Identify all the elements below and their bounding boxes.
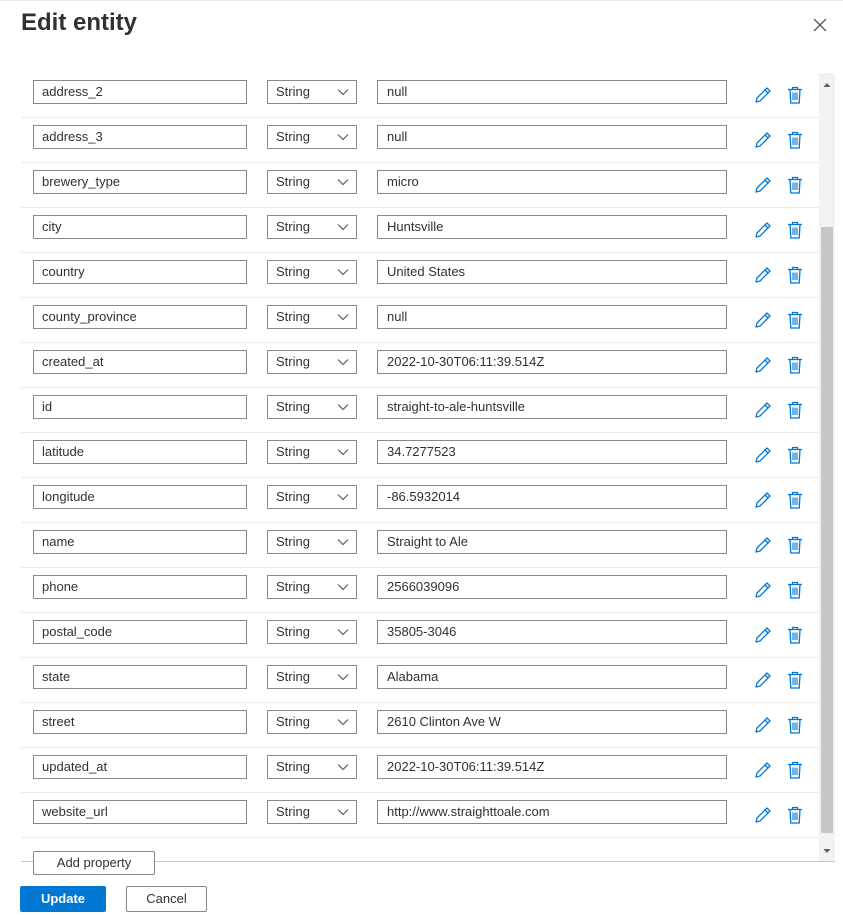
chevron-down-icon <box>337 448 349 456</box>
trash-icon <box>784 624 806 646</box>
property-type-dropdown[interactable] <box>267 710 357 734</box>
close-icon <box>806 11 834 39</box>
delete-property-button[interactable] <box>784 534 806 556</box>
pencil-icon <box>752 489 774 511</box>
close-button[interactable] <box>806 11 834 39</box>
trash-icon <box>784 84 806 106</box>
property-name-input[interactable]: state <box>33 665 247 689</box>
edit-property-button[interactable] <box>752 264 774 286</box>
edit-property-button[interactable] <box>752 129 774 151</box>
edit-property-button[interactable] <box>752 354 774 376</box>
property-type-dropdown[interactable] <box>267 125 357 149</box>
property-name-input[interactable]: updated_at <box>33 755 247 779</box>
property-type-label: String <box>276 534 310 549</box>
property-type-label: String <box>276 624 310 639</box>
delete-property-button[interactable] <box>784 84 806 106</box>
property-name-input[interactable]: city <box>33 215 247 239</box>
trash-icon <box>784 669 806 691</box>
property-type-label: String <box>276 669 310 684</box>
delete-property-button[interactable] <box>784 129 806 151</box>
property-name-input[interactable]: latitude <box>33 440 247 464</box>
delete-property-button[interactable] <box>784 579 806 601</box>
property-type-dropdown[interactable] <box>267 530 357 554</box>
scroll-down-arrow-icon[interactable] <box>819 843 835 859</box>
edit-property-button[interactable] <box>752 759 774 781</box>
property-type-label: String <box>276 129 310 144</box>
pencil-icon <box>752 714 774 736</box>
scroll-up-arrow-icon[interactable] <box>819 77 835 93</box>
property-value-input[interactable]: straight-to-ale-huntsville <box>377 395 727 419</box>
property-name-input[interactable]: longitude <box>33 485 247 509</box>
property-type-label: String <box>276 219 310 234</box>
chevron-down-icon <box>337 583 349 591</box>
scrollbar-thumb[interactable] <box>821 227 833 833</box>
pencil-icon <box>752 174 774 196</box>
edit-property-button[interactable] <box>752 444 774 466</box>
chevron-down-icon <box>337 538 349 546</box>
property-row <box>21 73 819 118</box>
trash-icon <box>784 534 806 556</box>
property-value-input[interactable]: 2610 Clinton Ave W <box>377 710 727 734</box>
property-value-input[interactable]: 34.7277523 <box>377 440 727 464</box>
pencil-icon <box>752 624 774 646</box>
pencil-icon <box>752 129 774 151</box>
delete-property-button[interactable] <box>784 489 806 511</box>
pencil-icon <box>752 534 774 556</box>
property-value-input[interactable]: http://www.straighttoale.com <box>377 800 727 824</box>
chevron-down-icon <box>337 808 349 816</box>
property-value-input[interactable]: 2566039096 <box>377 575 727 599</box>
property-row <box>21 253 819 298</box>
property-type-label: String <box>276 579 310 594</box>
delete-property-button[interactable] <box>784 264 806 286</box>
delete-property-button[interactable] <box>784 354 806 376</box>
add-property-button[interactable]: Add property <box>33 851 155 875</box>
property-value-input[interactable]: 35805-3046 <box>377 620 727 644</box>
cancel-button[interactable]: Cancel <box>126 886 207 912</box>
vertical-scrollbar[interactable] <box>819 73 835 861</box>
edit-property-button[interactable] <box>752 579 774 601</box>
property-name-input[interactable]: postal_code <box>33 620 247 644</box>
property-type-dropdown[interactable] <box>267 665 357 689</box>
pencil-icon <box>752 804 774 826</box>
property-type-dropdown[interactable] <box>267 80 357 104</box>
property-name-input[interactable]: brewery_type <box>33 170 247 194</box>
trash-icon <box>784 444 806 466</box>
property-type-dropdown[interactable] <box>267 170 357 194</box>
property-value-input[interactable]: United States <box>377 260 727 284</box>
property-value-input[interactable]: null <box>377 80 727 104</box>
chevron-down-icon <box>337 178 349 186</box>
property-row <box>21 658 819 703</box>
property-type-dropdown[interactable] <box>267 395 357 419</box>
delete-property-button[interactable] <box>784 444 806 466</box>
trash-icon <box>784 174 806 196</box>
property-row <box>21 343 819 388</box>
property-name-input[interactable]: created_at <box>33 350 247 374</box>
property-value-input[interactable]: null <box>377 305 727 329</box>
property-row <box>21 523 819 568</box>
property-value-input[interactable]: micro <box>377 170 727 194</box>
chevron-down-icon <box>337 358 349 366</box>
pencil-icon <box>752 579 774 601</box>
property-type-label: String <box>276 759 310 774</box>
chevron-down-icon <box>337 718 349 726</box>
delete-property-button[interactable] <box>784 624 806 646</box>
chevron-down-icon <box>337 268 349 276</box>
property-row <box>21 793 819 838</box>
edit-property-button[interactable] <box>752 624 774 646</box>
property-type-label: String <box>276 804 310 819</box>
property-name-input[interactable]: county_province <box>33 305 247 329</box>
property-type-dropdown[interactable] <box>267 260 357 284</box>
property-type-dropdown[interactable] <box>267 620 357 644</box>
property-row <box>21 118 819 163</box>
property-row <box>21 748 819 793</box>
delete-property-button[interactable] <box>784 399 806 421</box>
chevron-down-icon <box>337 493 349 501</box>
pencil-icon <box>752 669 774 691</box>
delete-property-button[interactable] <box>784 714 806 736</box>
property-type-label: String <box>276 84 310 99</box>
property-type-label: String <box>276 399 310 414</box>
pencil-icon <box>752 354 774 376</box>
edit-property-button[interactable] <box>752 714 774 736</box>
property-value-input[interactable]: 2022-10-30T06:11:39.514Z <box>377 350 727 374</box>
property-row <box>21 208 819 253</box>
delete-property-button[interactable] <box>784 759 806 781</box>
delete-property-button[interactable] <box>784 219 806 241</box>
property-name-input[interactable]: name <box>33 530 247 554</box>
edit-property-button[interactable] <box>752 219 774 241</box>
delete-property-button[interactable] <box>784 804 806 826</box>
pencil-icon <box>752 309 774 331</box>
property-type-label: String <box>276 174 310 189</box>
property-value-input[interactable]: -86.5932014 <box>377 485 727 509</box>
trash-icon <box>784 714 806 736</box>
property-type-label: String <box>276 309 310 324</box>
edit-property-button[interactable] <box>752 489 774 511</box>
property-type-dropdown[interactable] <box>267 755 357 779</box>
property-name-input[interactable]: id <box>33 395 247 419</box>
trash-icon <box>784 264 806 286</box>
property-row <box>21 478 819 523</box>
property-value-input[interactable]: Alabama <box>377 665 727 689</box>
trash-icon <box>784 579 806 601</box>
property-name-input[interactable]: street <box>33 710 247 734</box>
property-row <box>21 163 819 208</box>
properties-scroll-area[interactable] <box>21 73 835 870</box>
property-value-input[interactable]: Straight to Ale <box>377 530 727 554</box>
trash-icon <box>784 354 806 376</box>
chevron-down-icon <box>337 313 349 321</box>
trash-icon <box>784 759 806 781</box>
property-type-dropdown[interactable] <box>267 575 357 599</box>
delete-property-button[interactable] <box>784 309 806 331</box>
trash-icon <box>784 399 806 421</box>
chevron-down-icon <box>337 628 349 636</box>
edit-property-button[interactable] <box>752 399 774 421</box>
trash-icon <box>784 804 806 826</box>
property-row <box>21 433 819 478</box>
property-type-label: String <box>276 444 310 459</box>
property-name-input[interactable]: address_3 <box>33 125 247 149</box>
pencil-icon <box>752 759 774 781</box>
property-name-input[interactable]: country <box>33 260 247 284</box>
property-type-label: String <box>276 489 310 504</box>
property-type-label: String <box>276 264 310 279</box>
property-value-input[interactable]: null <box>377 125 727 149</box>
property-type-dropdown[interactable] <box>267 350 357 374</box>
property-type-dropdown[interactable] <box>267 305 357 329</box>
property-type-label: String <box>276 714 310 729</box>
edit-property-button[interactable] <box>752 84 774 106</box>
chevron-down-icon <box>337 223 349 231</box>
property-name-input[interactable]: address_2 <box>33 80 247 104</box>
edit-property-button[interactable] <box>752 804 774 826</box>
edit-property-button[interactable] <box>752 174 774 196</box>
pencil-icon <box>752 264 774 286</box>
property-name-input[interactable]: phone <box>33 575 247 599</box>
edit-property-button[interactable] <box>752 534 774 556</box>
pencil-icon <box>752 444 774 466</box>
property-row <box>21 298 819 343</box>
property-row <box>21 703 819 748</box>
pencil-icon <box>752 84 774 106</box>
chevron-down-icon <box>337 673 349 681</box>
edit-property-button[interactable] <box>752 669 774 691</box>
trash-icon <box>784 219 806 241</box>
property-row <box>21 388 819 433</box>
chevron-down-icon <box>337 403 349 411</box>
chevron-down-icon <box>337 133 349 141</box>
pencil-icon <box>752 219 774 241</box>
chevron-down-icon <box>337 763 349 771</box>
property-type-label: String <box>276 354 310 369</box>
property-type-dropdown[interactable] <box>267 485 357 509</box>
delete-property-button[interactable] <box>784 174 806 196</box>
trash-icon <box>784 309 806 331</box>
property-type-dropdown[interactable] <box>267 800 357 824</box>
property-value-input[interactable]: 2022-10-30T06:11:39.514Z <box>377 755 727 779</box>
trash-icon <box>784 129 806 151</box>
pencil-icon <box>752 399 774 421</box>
property-row <box>21 568 819 613</box>
update-button[interactable]: Update <box>20 886 106 912</box>
edit-property-button[interactable] <box>752 309 774 331</box>
property-row <box>21 613 819 658</box>
property-name-input[interactable]: website_url <box>33 800 247 824</box>
chevron-down-icon <box>337 88 349 96</box>
property-type-dropdown[interactable] <box>267 440 357 464</box>
property-value-input[interactable]: Huntsville <box>377 215 727 239</box>
trash-icon <box>784 489 806 511</box>
properties-list <box>21 73 819 838</box>
dialog-title: Edit entity <box>21 9 138 36</box>
delete-property-button[interactable] <box>784 669 806 691</box>
property-type-dropdown[interactable] <box>267 215 357 239</box>
